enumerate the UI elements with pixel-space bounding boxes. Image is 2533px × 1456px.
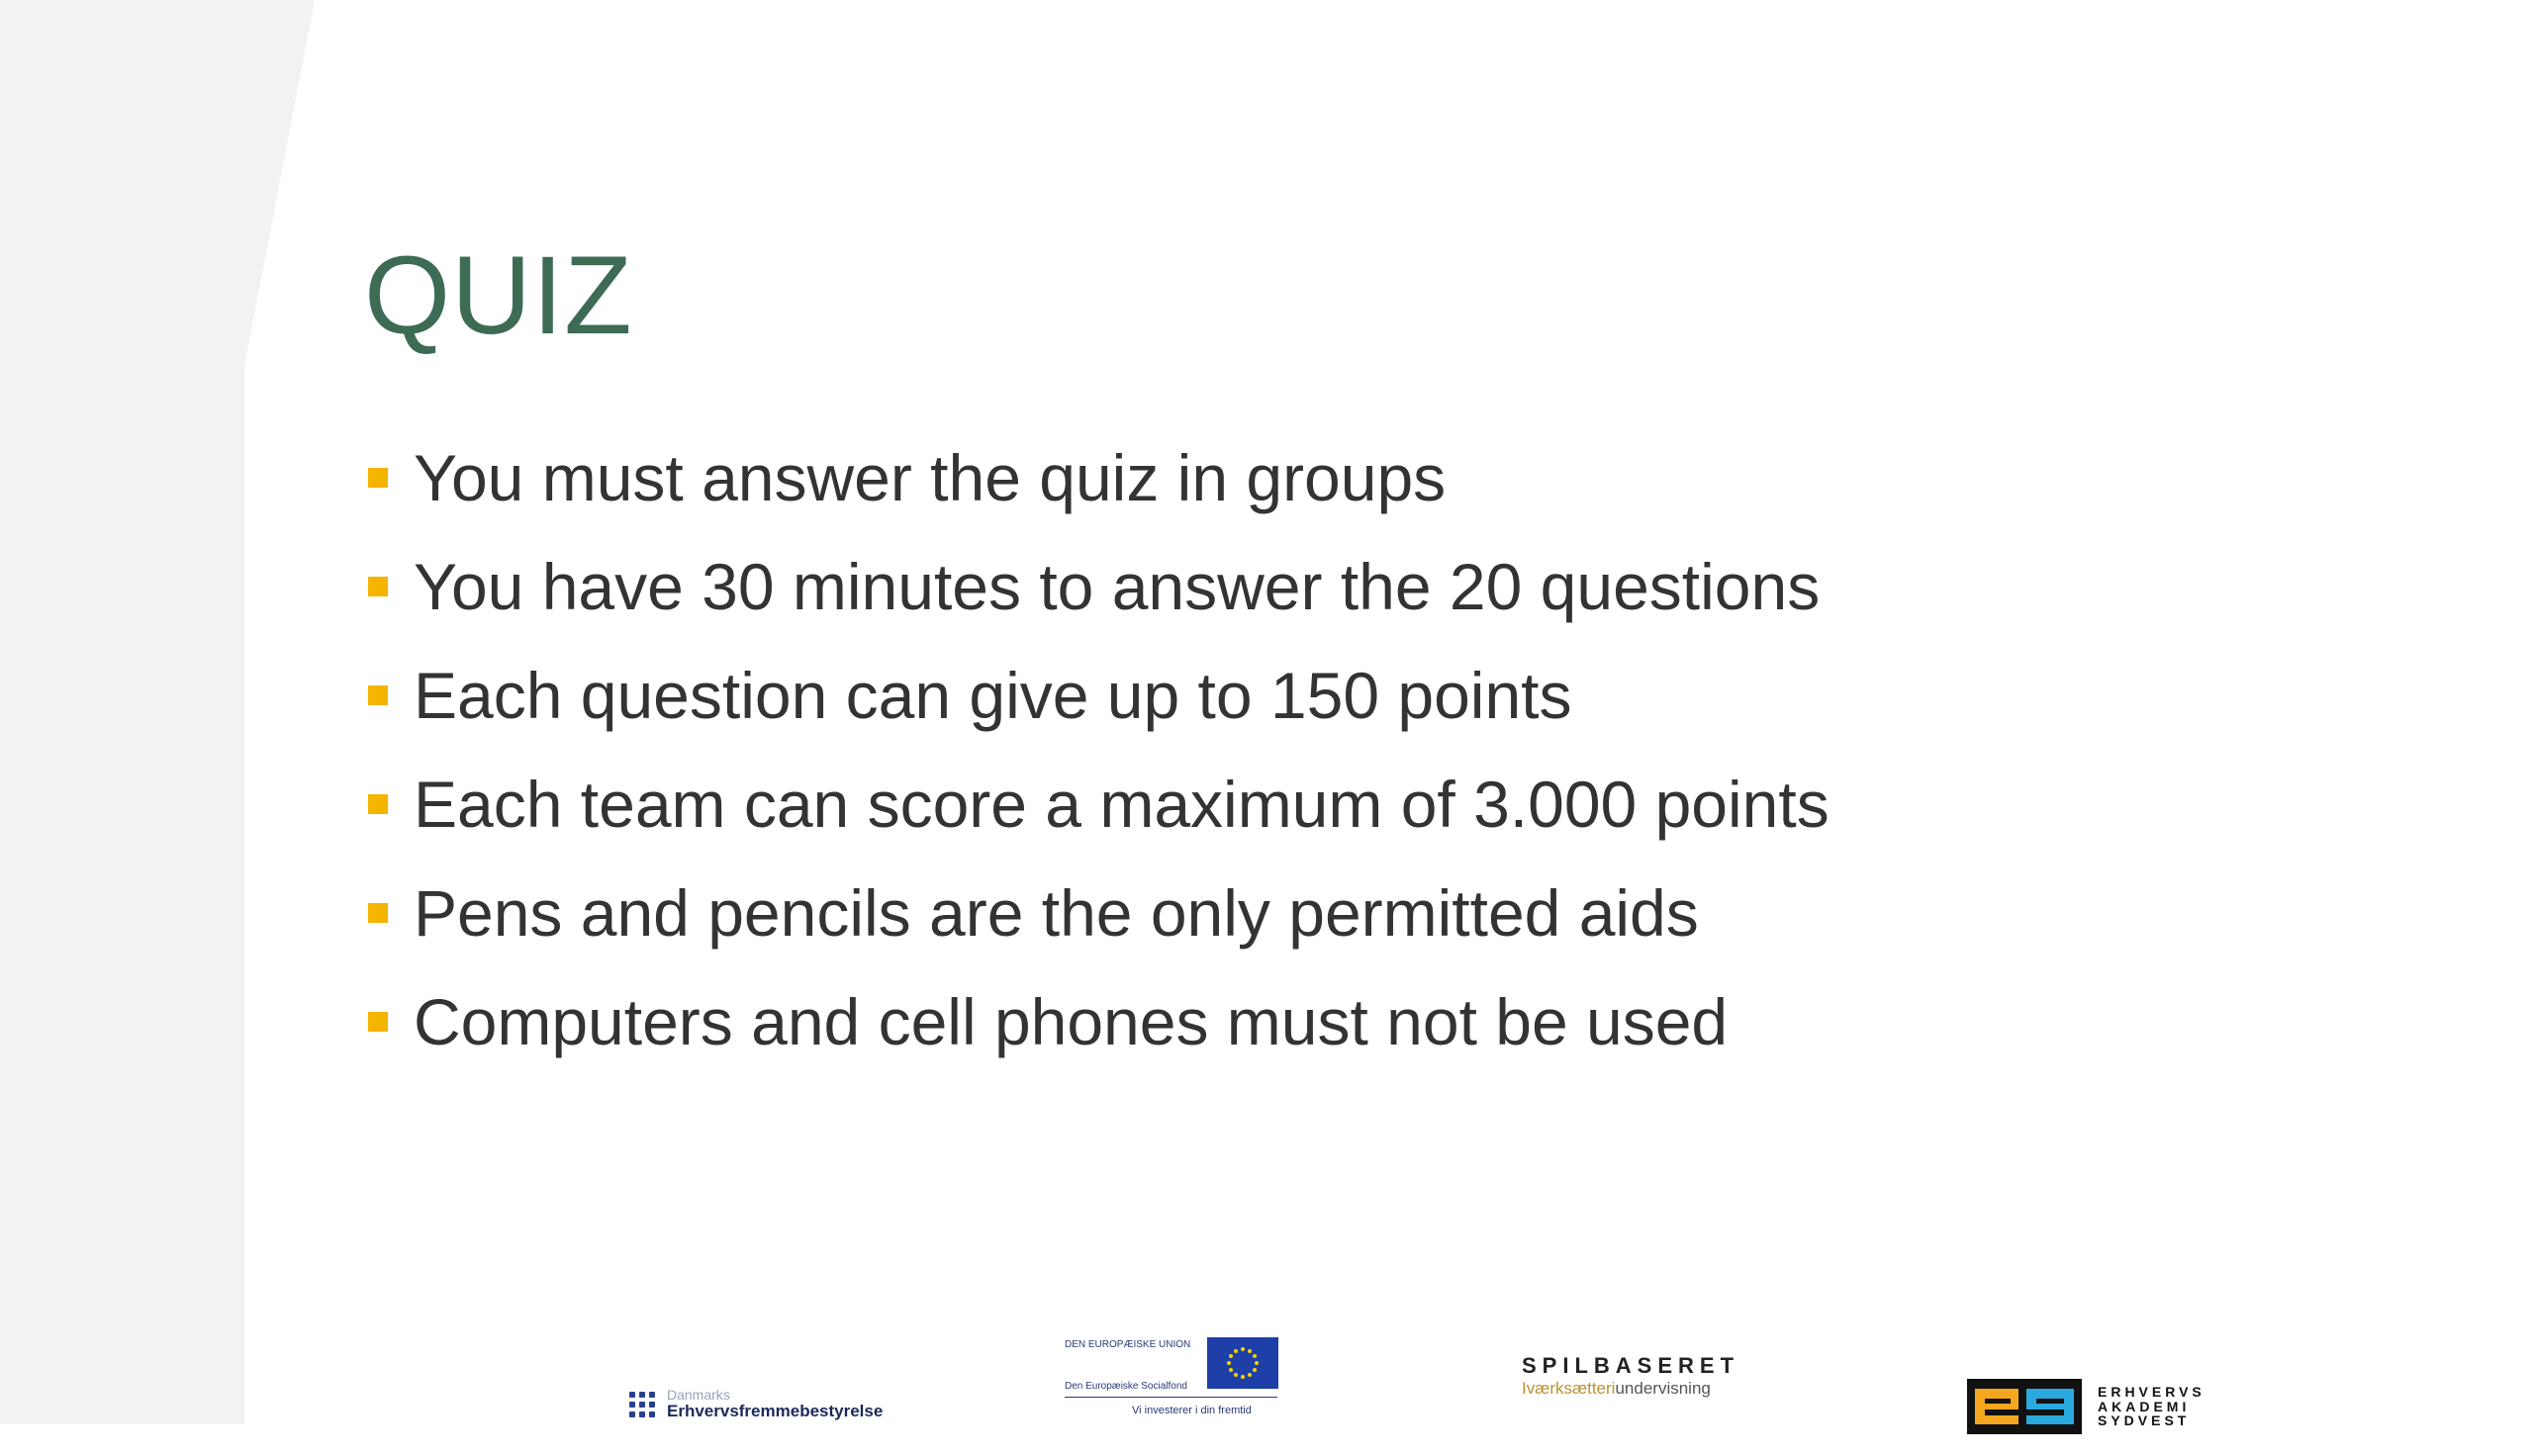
- list-item: [368, 641, 1829, 750]
- ea-line-2: AKADEMI: [2098, 1398, 2191, 1414]
- bullet-text: Pens and pencils are the only permitted aids: [414, 876, 1699, 950]
- spilbaseret-logo: [1522, 1353, 1739, 1452]
- ea-line-1: ERHVERVS: [2098, 1383, 2205, 1400]
- logo-text-big: Erhvervsfremmebestyrelse: [667, 1402, 884, 1421]
- list-item: [368, 750, 1829, 859]
- spil-top-text: SPILBASERET: [1522, 1353, 1740, 1378]
- spil-bottom-a: Iværksætteri: [1522, 1379, 1616, 1399]
- dot-grid-icon: [629, 1392, 655, 1417]
- eu-flag-icon: [1207, 1337, 1278, 1389]
- erhvervsfremmebestyrelse-logo: [629, 1355, 883, 1454]
- logo-text-small: Danmarks: [667, 1386, 730, 1403]
- logo-bar: [0, 1325, 2533, 1429]
- bullet-text: You must answer the quiz in groups: [414, 441, 1447, 514]
- bullet-square-icon: [368, 1012, 388, 1032]
- ea-line-3: SYDVEST: [2098, 1412, 2191, 1429]
- erhvervsakademi-sydvest-logo: [1967, 1357, 2205, 1456]
- list-item: [368, 967, 1829, 1076]
- bullet-text: Computers and cell phones must not be used: [414, 985, 1729, 1058]
- list-item: [368, 859, 1829, 967]
- list-item: [368, 532, 1829, 641]
- eu-top-text: DEN EUROPÆISKE UNION: [1065, 1339, 1191, 1350]
- slide-title: QUIZ: [364, 233, 633, 357]
- bullet-text: Each team can score a maximum of 3.000 points: [414, 768, 1829, 841]
- bullet-list: [368, 423, 1829, 1076]
- list-item: [368, 423, 1829, 532]
- spil-bottom-b: undervisning: [1615, 1379, 1711, 1399]
- bullet-square-icon: [368, 685, 388, 705]
- ea-mark-icon: [1967, 1379, 2082, 1434]
- bullet-text: Each question can give up to 150 points: [414, 659, 1572, 732]
- bullet-square-icon: [368, 794, 388, 814]
- side-panel: [0, 0, 317, 1424]
- eu-bottom-text: Vi investerer i din fremtid: [1132, 1405, 1252, 1416]
- eu-divider: [1065, 1397, 1277, 1398]
- bullet-text: You have 30 minutes to answer the 20 questions: [414, 550, 1821, 623]
- eu-social-fund-logo: [1065, 1335, 1292, 1434]
- eu-mid-text: Den Europæiske Socialfond: [1065, 1381, 1187, 1392]
- bullet-square-icon: [368, 468, 388, 488]
- bullet-square-icon: [368, 577, 388, 596]
- bullet-square-icon: [368, 903, 388, 923]
